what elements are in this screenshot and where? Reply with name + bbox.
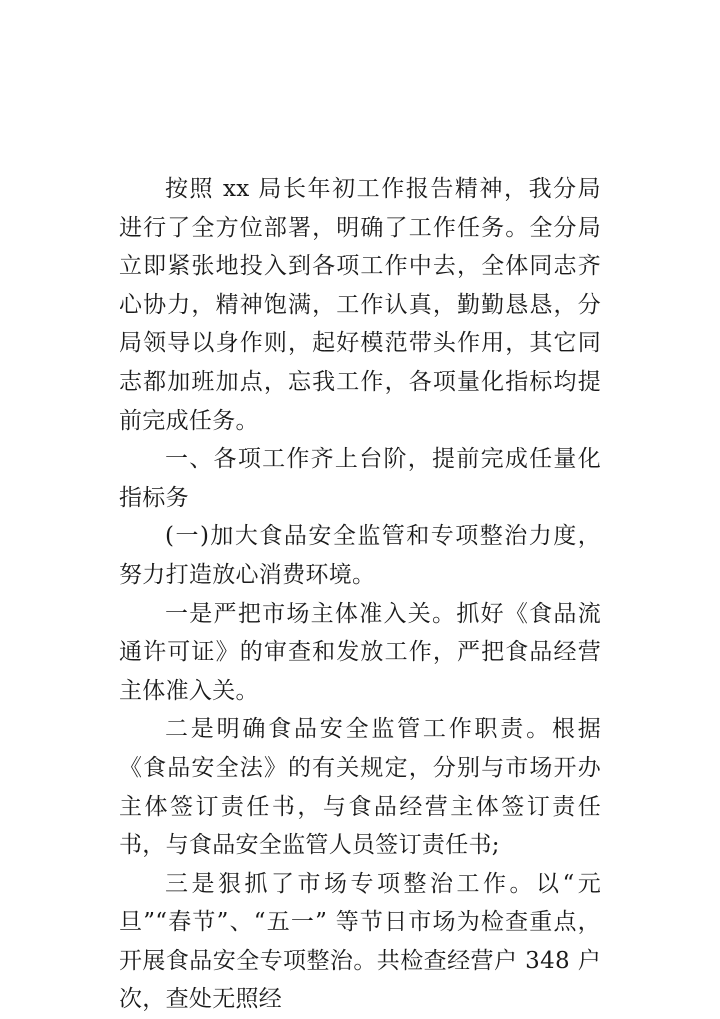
subsection-heading: (一)加大食品安全监管和专项整治力度，努力打造放心消费环境。 [119,523,601,588]
document-body [119,170,601,1019]
paragraph-item-2: 二是明确食品安全监管工作职责。根据《食品安全法》的有关规定，分别与市场开办主体签订责任书，与食品经营主体签订责任书，与食品安全监管人员签订责任书; [119,716,601,859]
section-heading: 一、各项工作齐上台阶，提前完成任量化指标务 [119,446,601,511]
paragraph-intro: 按照 xx 局长年初工作报告精神，我分局进行了全方位部署，明确了工作任务。全分局立即紧张地投入到各项工作中去，全体同志齐心协力，精神饱满，工作认真，勤勤恳恳，分局领导以身作则，起好模范带头作用，其它同志都加班加点，忘我工作，各项量化指标均提前完成任务。 [119,176,601,434]
paragraph-item-3: 三是狠抓了市场专项整治工作。以“元旦”“春节”、“五一” 等节日市场为检查重点，开展食品安全专项整治。共检查经营户 348 户次，查处无照经 [119,870,601,1013]
paragraph-item-1: 一是严把市场主体准入关。抓好《食品流通许可证》的审查和发放工作，严把食品经营主体准入关。 [119,600,601,704]
